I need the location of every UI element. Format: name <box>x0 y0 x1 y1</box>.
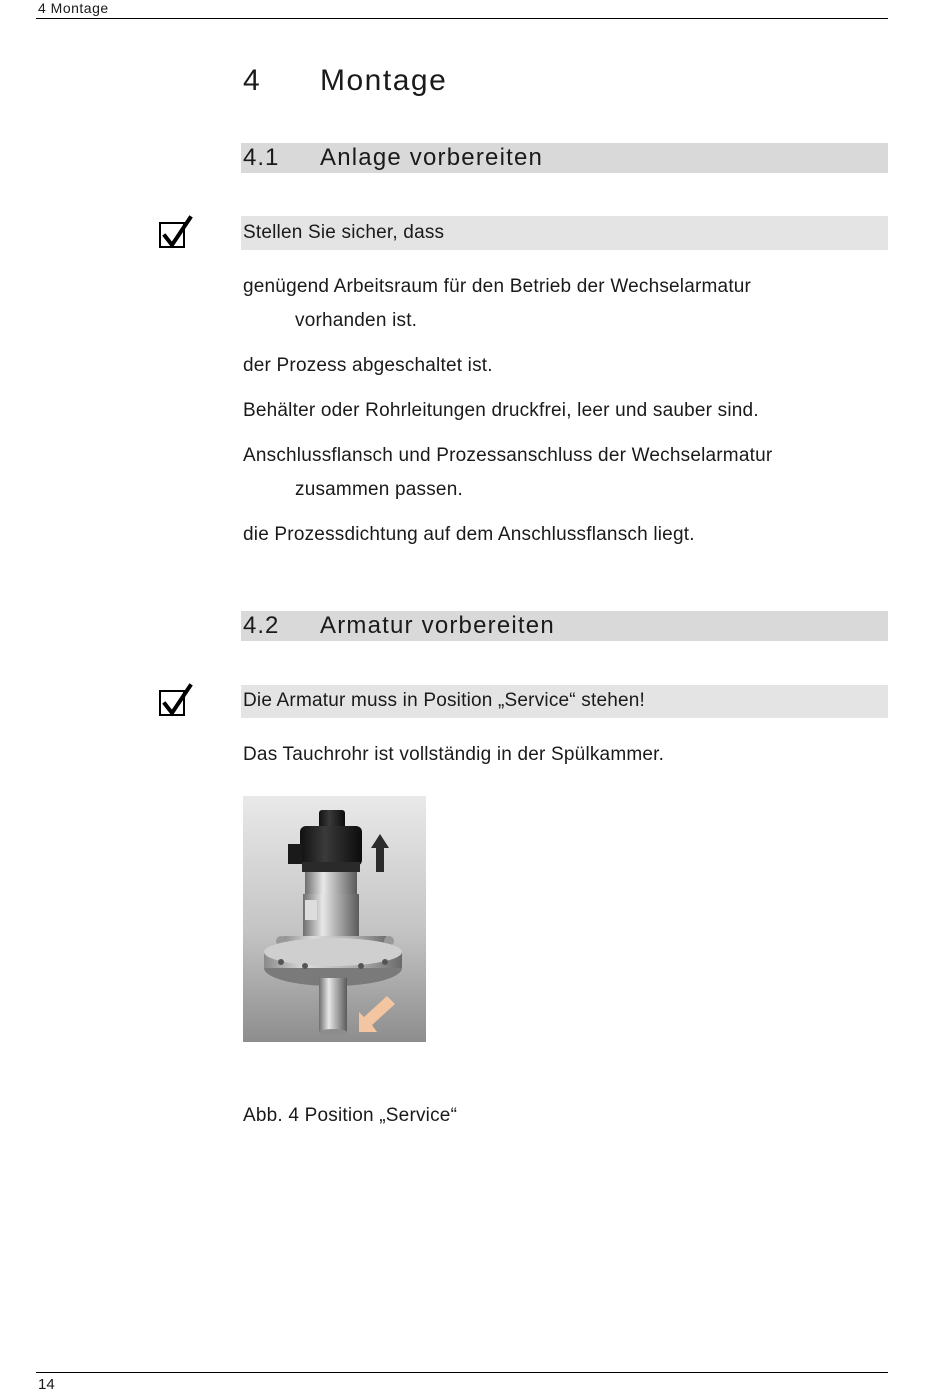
footer-rule <box>36 1372 888 1373</box>
list-item <box>243 349 883 383</box>
list-item-line: der Prozess abgeschaltet ist. <box>243 355 493 376</box>
body-paragraph: Das Tauchrohr ist vollständig in der Spülkammer. <box>243 744 665 765</box>
list-item-line: Behälter oder Rohrleitungen druckfrei, leer und sauber sind. <box>243 400 759 421</box>
list-item-line: Anschlussflansch und Prozessanschluss der Wechselarmatur <box>243 445 773 466</box>
section-title: Armatur vorbereiten <box>320 612 555 639</box>
header-rule <box>36 18 888 19</box>
checkbox-checked-icon <box>159 690 185 716</box>
page-number: 14 <box>38 1376 55 1393</box>
figure-caption: Abb. 4 Position „Service“ <box>243 1105 458 1126</box>
armature-photo <box>243 796 426 1042</box>
list-item <box>243 518 883 552</box>
list-item-line: die Prozessdichtung auf dem Anschlussflansch liegt. <box>243 524 695 545</box>
list-item <box>243 439 883 507</box>
list-item-line: genügend Arbeitsraum für den Betrieb der Wechselarmatur <box>243 276 752 297</box>
check-heading: Stellen Sie sicher, dass <box>243 222 445 243</box>
list-item-line: vorhanden ist. <box>295 310 418 331</box>
check-heading: Die Armatur muss in Position „Service“ stehen! <box>243 690 646 711</box>
list-item-line: zusammen passen. <box>295 479 463 500</box>
section-number: 4.1 <box>243 144 280 171</box>
list-item <box>243 394 883 428</box>
list-item <box>243 270 883 338</box>
chapter-number: 4 <box>243 64 261 97</box>
section-number: 4.2 <box>243 612 280 639</box>
section-title: Anlage vorbereiten <box>320 144 544 171</box>
chapter-title: Montage <box>320 64 448 97</box>
checkbox-checked-icon <box>159 222 185 248</box>
running-header: 4 Montage <box>38 0 109 16</box>
